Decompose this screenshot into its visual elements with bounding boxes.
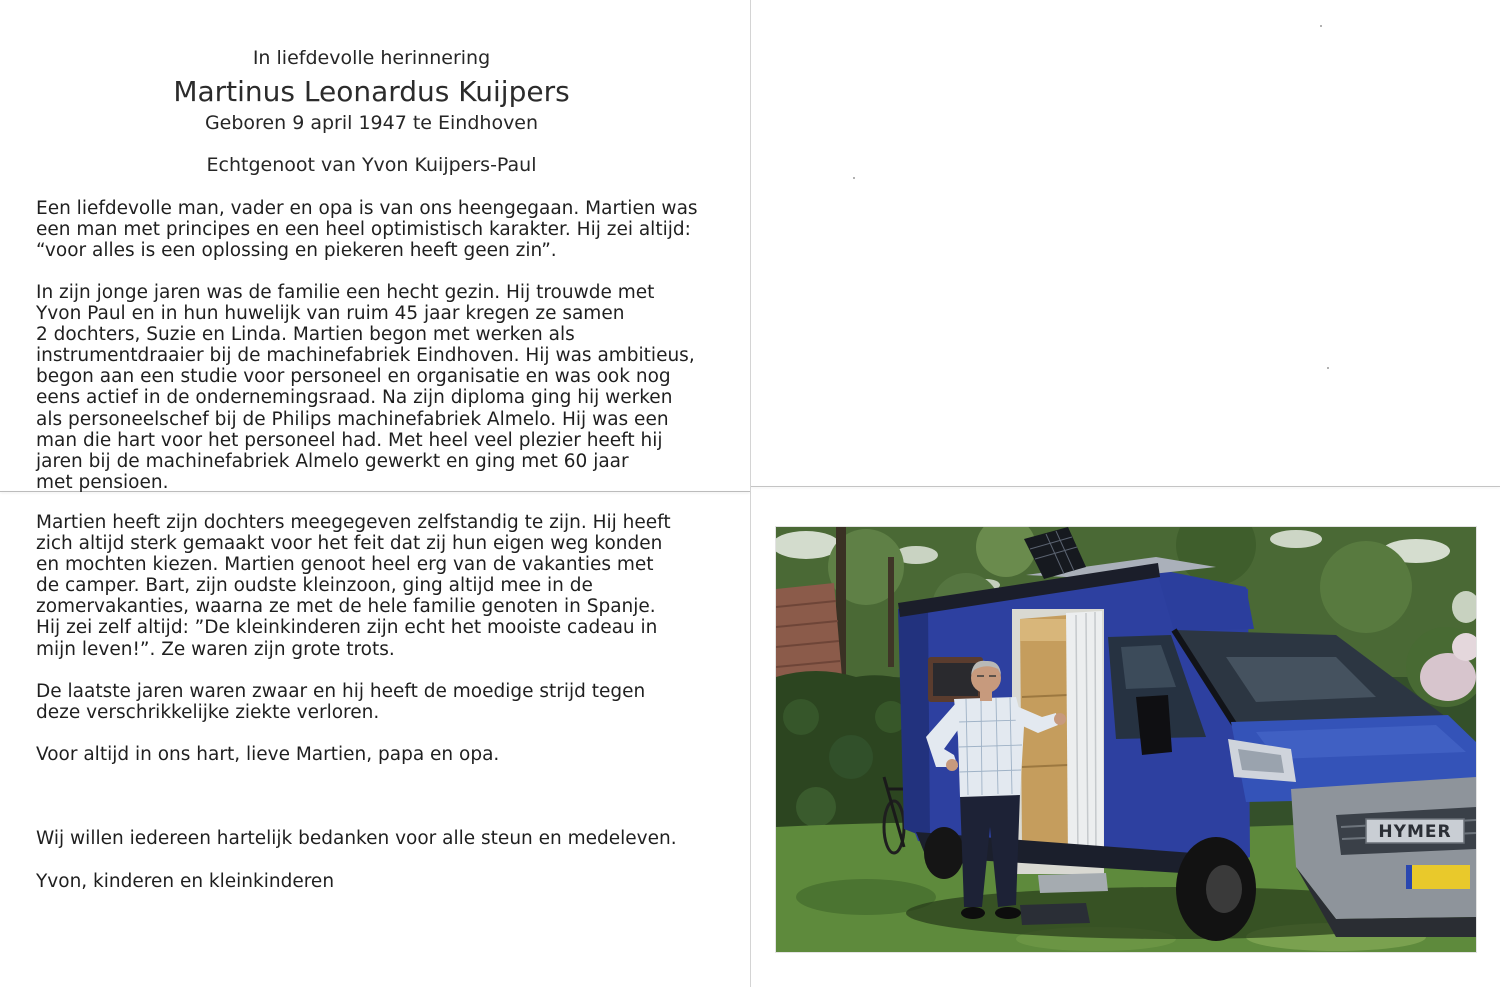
text-line: de camper. Bart, zijn oudste kleinzoon, ging altijd mee in de [36, 575, 593, 597]
text-line: Hij zei zelf altijd: ”De kleinkinderen zijn echt het mooiste cadeau in [36, 617, 658, 639]
text-line: Voor altijd in ons hart, lieve Martien, papa en opa. [36, 743, 500, 765]
text-line: een man met principes en een heel optimistisch karakter. Hij zei altijd: [36, 218, 691, 240]
text-line: Martien heeft zijn dochters meegegeven zelfstandig te zijn. Hij heeft [36, 511, 671, 533]
left-shoe [961, 907, 985, 919]
paragraph-intro [36, 198, 698, 262]
sky-patch [1270, 530, 1322, 548]
text-line: Een liefdevolle man, vader en opa is van ons heengegaan. Martien was [36, 197, 698, 219]
paragraph-farewell [36, 744, 499, 765]
curtain [1066, 611, 1104, 863]
entry-step [1038, 873, 1108, 893]
hedge-leaves [829, 735, 873, 779]
paragraph-thanks [36, 828, 677, 849]
text-line: jaren bij de machinefabriek Almelo gewerkt en ging met 60 jaar [36, 451, 629, 472]
text-line: zomervakanties, waarna ze met de hele familie genoten in Spanje. [36, 596, 656, 618]
front-wheel [1176, 837, 1256, 941]
plate-body [1406, 865, 1470, 889]
hedge-leaves [796, 787, 836, 827]
text-line: Wij willen iedereen hartelijk bedanken voor alle steun en medeleven. [36, 827, 677, 849]
text-line: instrumentdraaier bij de machinefabriek Eindhoven. Hij was ambitieus, [36, 345, 695, 367]
paragraph-career [36, 282, 695, 494]
text-line: man die hart voor het personeel had. Met heel veel plezier heeft hij [36, 429, 663, 451]
text-line: begon aan een studie voor personeel en organisatie en was ook nog [36, 366, 671, 388]
text-line: “voor alles is een oplossing en piekeren heeft geen zin”. [36, 239, 557, 261]
intro-heading: In liefdevolle herinnering [252, 47, 491, 69]
camper-photo [776, 527, 1476, 952]
text-line: deze verschrikkelijke ziekte verloren. [36, 701, 380, 723]
right-shoe [995, 907, 1021, 919]
door-opening [1012, 609, 1104, 874]
left-hand [946, 759, 958, 771]
text-line: 2 dochters, Suzie en Linda. Martien begon met werken als [36, 323, 575, 345]
tree-canopy [1320, 541, 1412, 633]
side-mirror [1136, 695, 1172, 755]
door-mat [1020, 903, 1090, 925]
wood-interior [1020, 615, 1068, 849]
license-plate [1406, 865, 1470, 889]
birth-line: Geboren 9 april 1947 te Eindhoven [204, 112, 539, 134]
wood-cabinet [1020, 619, 1066, 641]
camper-photo-drawing [776, 527, 1476, 952]
text-line: Yvon Paul en in hun huwelijk van ruim 45 jaar kregen ze samen [36, 302, 625, 324]
paragraph-illness [36, 681, 645, 723]
text-line: Yvon, kinderen en kleinkinderen [36, 870, 335, 892]
paragraph-signature [36, 871, 334, 892]
right-hand [1054, 713, 1066, 725]
deceased-name: Martinus Leonardus Kuijpers [173, 75, 570, 108]
text-line: De laatste jaren waren zwaar en hij heeft de moedige strijd tegen [36, 680, 646, 702]
plate-eu-strip [1406, 865, 1412, 889]
text-line: mijn leven!”. Ze waren zijn grote trots. [36, 638, 395, 660]
hymer-badge [1366, 819, 1464, 843]
text-line: en mochten kiezen. Martien genoot heel erg van de vakanties met [36, 553, 654, 575]
text-line: met pensioen. [36, 472, 169, 494]
hedge-leaves [783, 699, 819, 735]
rear-wheel [924, 827, 964, 879]
tree-trunk [888, 557, 894, 667]
text-line: zich altijd sterk gemaakt voor het feit dat zij hun eigen weg konden [36, 532, 663, 554]
text-line: In zijn jonge jaren was de familie een hecht gezin. Hij trouwde met [36, 281, 655, 303]
text-line: eens actief in de ondernemingsraad. Na zijn diploma ging hij werken [36, 387, 673, 409]
badge-text: HYMER [1378, 822, 1452, 842]
text-line: als personeelschef bij de Philips machinefabriek Almelo. Hij was een [36, 408, 669, 430]
paragraph-family [36, 512, 671, 660]
spouse-line: Echtgenoot van Yvon Kuijpers-Paul [206, 154, 537, 176]
front-hub [1206, 865, 1242, 913]
